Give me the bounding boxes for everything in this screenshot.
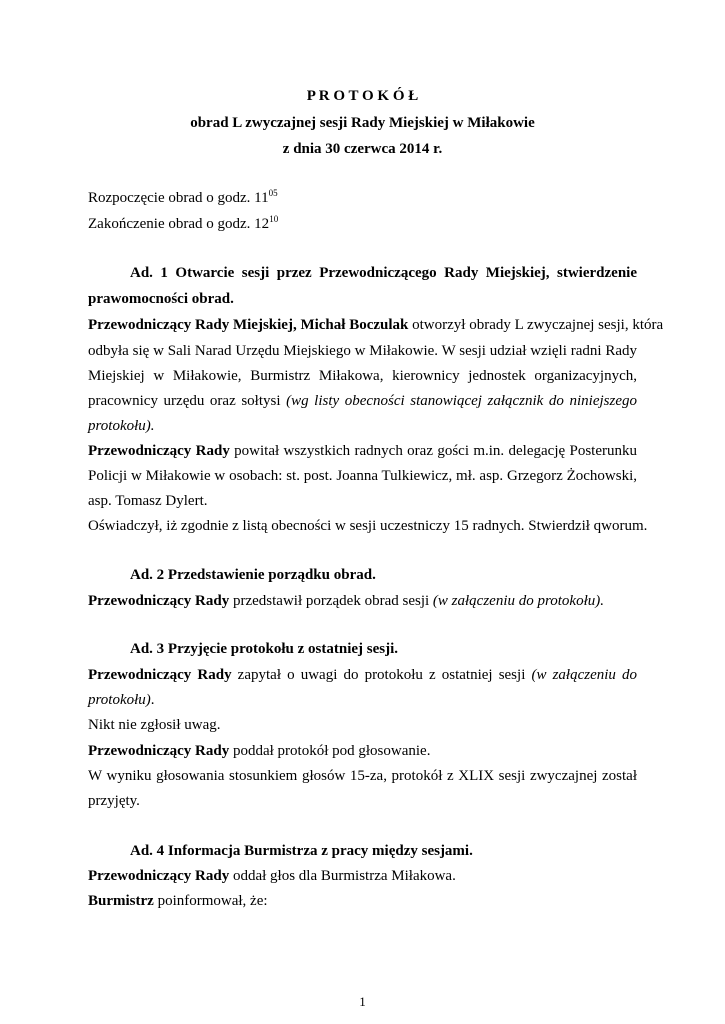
ad1-paragraph-1-line2: odbyła się w Sali Narad Urzędu Miejskiego w Miłakowie. W sesji udział wzięli radni Rady (88, 343, 637, 359)
document-date: z dnia 30 czerwca 2014 r. (282, 141, 443, 157)
ad1-heading-cont: prawomocności obrad. (88, 291, 234, 307)
ad1-paragraph-2-line2: Policji w Miłakowie w osobach: st. post. Joanna Tulkiewicz, mł. asp. Grzegorz Żochowski, (88, 468, 637, 484)
ad4-heading: Ad. 4 Informacja Burmistrza z pracy między sesjami. (130, 843, 473, 859)
start-time: Rozpoczęcie obrad o godz. $11^{05}$ (88, 188, 278, 206)
ad3-paragraph-1: Przewodniczący Rady zapytał o uwagi do protokołu z ostatniej sesji (w załączeniu do (88, 667, 638, 683)
document-title: P R O T O K Ó Ł (306, 88, 419, 104)
ad1-paragraph-1: Przewodniczący Rady Miejskiej, Michał Boczulak otworzył obrady L zwyczajnej sesji, która (88, 317, 664, 333)
ad1-paragraph-1-line3: Miejskiej w Miłakowie, Burmistrz Miłakowa, kierownicy jednostek organizacyjnych, (88, 368, 637, 384)
ad3-paragraph-1-line2: protokołu). (88, 692, 155, 708)
ad4-paragraph-1: Przewodniczący Rady oddał głos dla Burmistrza Miłakowa. (88, 868, 456, 884)
ad2-heading: Ad. 2 Przedstawienie porządku obrad. (130, 567, 376, 583)
ad1-heading: Ad. 1 Otwarcie sesji przez Przewodniczącego Rady Miejskiej, stwierdzenie (130, 265, 637, 281)
end-time: Zakończenie obrad o godz. $12^{10}$ (88, 214, 279, 232)
ad1-paragraph-2-line3: asp. Tomasz Dylert. (88, 493, 208, 509)
ad3-paragraph-4-line2: przyjęty. (88, 793, 140, 809)
document-subtitle: obrad L zwyczajnej sesji Rady Miejskiej w Miłakowie (190, 115, 535, 131)
ad3-paragraph-2: Nikt nie zgłosił uwag. (88, 717, 221, 733)
ad1-paragraph-1-line5: protokołu). (88, 418, 155, 434)
ad1-paragraph-2: Przewodniczący Rady powitał wszystkich radnych oraz gości m.in. delegację Posterunku (88, 443, 637, 459)
ad3-paragraph-4: W wyniku głosowania stosunkiem głosów 15-za, protokół z XLIX sesji zwyczajnej został (88, 768, 637, 784)
ad3-heading: Ad. 3 Przyjęcie protokołu z ostatniej sesji. (130, 641, 399, 657)
ad2-paragraph-1: Przewodniczący Rady przedstawił porządek obrad sesji (w załączeniu do protokołu). (88, 593, 604, 609)
ad1-paragraph-3: Oświadczył, iż zgodnie z listą obecności w sesji uczestniczy 15 radnych. Stwierdził qworum. (88, 518, 648, 534)
ad1-paragraph-1-line4: pracownicy urzędu oraz sołtysi (wg listy obecności stanowiącej załącznik do niniejszego (88, 393, 637, 409)
ad4-paragraph-2: Burmistrz poinformował, że: (88, 893, 268, 909)
page-number: 1 (359, 994, 366, 1009)
ad3-paragraph-3: Przewodniczący Rady poddał protokół pod głosowanie. (88, 743, 431, 759)
